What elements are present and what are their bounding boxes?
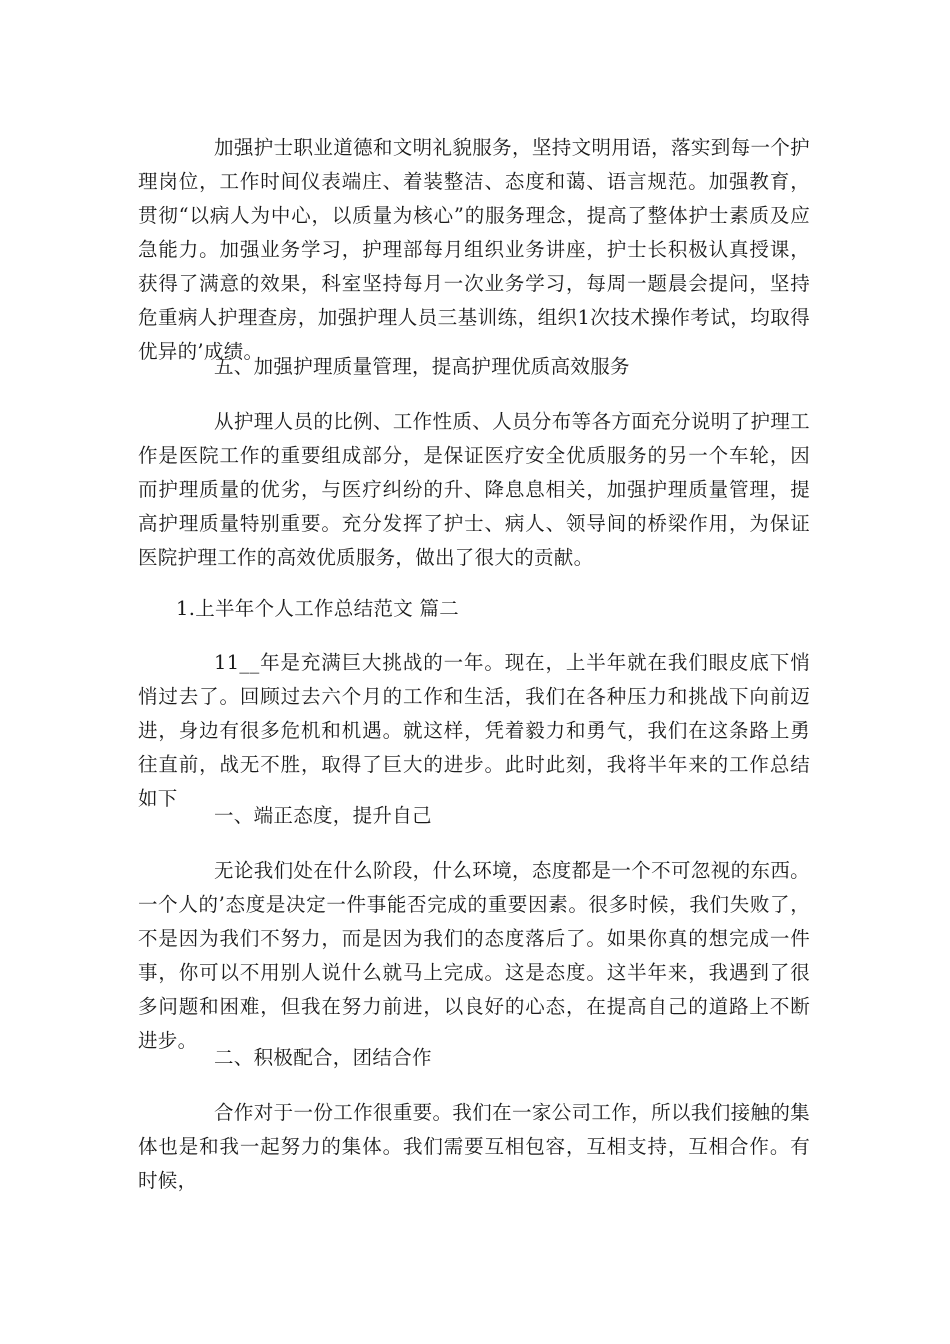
paragraph-nursing-ethics: 加强护士职业道德和文明礼貌服务，坚持文明用语，落实到每一个护理岗位，工作时间仪表端庄、着装整洁、态度和蔼、语言规范。加强教育，贯彻“以病人为中心，以质量为核心”的服务理念，提高了整体护士素质及应急能力。加强业务学习，护理部每月组织业务讲座，护士长积极认真授课，获得了满意的效果，科室坚持每月一次业务学习，每周一题晨会提问，坚持危重病人护理查房，加强护理人员三基训练，组织1次技术操作考试，均取得优异的’成绩。: [138, 136, 810, 363]
paragraph-cooperation: 合作对于一份工作很重要。我们在一家公司工作，所以我们接触的集体也是和我一起努力的集体。我们需要互相包容，互相支持，互相合作。有时候，: [138, 1101, 810, 1192]
article-heading-part-two: 1.上半年个人工作总结范文 篇二: [176, 597, 460, 620]
paragraph-nursing-quality: 从护理人员的比例、工作性质、人员分布等各方面充分说明了护理工作是医院工作的重要组成部分，是保证医疗安全优质服务的另一个车轮，因而护理质量的优劣，与医疗纠纷的升、降息息相关，加强护理质量管理，提高护理质量特别重要。充分发挥了护士、病人、领导间的桥梁作用，为保证医院护理工作的高效优质服务，做出了很大的贡献。: [138, 410, 810, 569]
paragraph-half-year-intro: 11__年是充满巨大挑战的一年。现在，上半年就在我们眼皮底下悄悄过去了。回顾过去六个月的工作和生活，我们在各种压力和挑战下向前迈进，身边有很多危机和机遇。就这样，凭着毅力和勇气，我们在这条路上勇往直前，战无不胜，取得了巨大的进步。此时此刻，我将半年来的工作总结如下: [138, 651, 810, 810]
section-heading-quality-management: 五、加强护理质量管理，提高护理优质高效服务: [214, 355, 630, 378]
section-heading-attitude: 一、端正态度，提升自己: [214, 804, 432, 827]
paragraph-attitude: 无论我们处在什么阶段，什么环境，态度都是一个不可忽视的东西。一个人的’态度是决定一件事能否完成的重要因素。很多时候，我们失败了，不是因为我们不努力，而是因为我们的态度落后了。如果你真的想完成一件事，你可以不用别人说什么就马上完成。这是态度。这半年来，我遇到了很多问题和困难，但我在努力前进，以良好的心态，在提高自己的道路上不断进步。: [138, 859, 810, 1052]
section-heading-cooperation: 二、积极配合，团结合作: [214, 1046, 432, 1069]
